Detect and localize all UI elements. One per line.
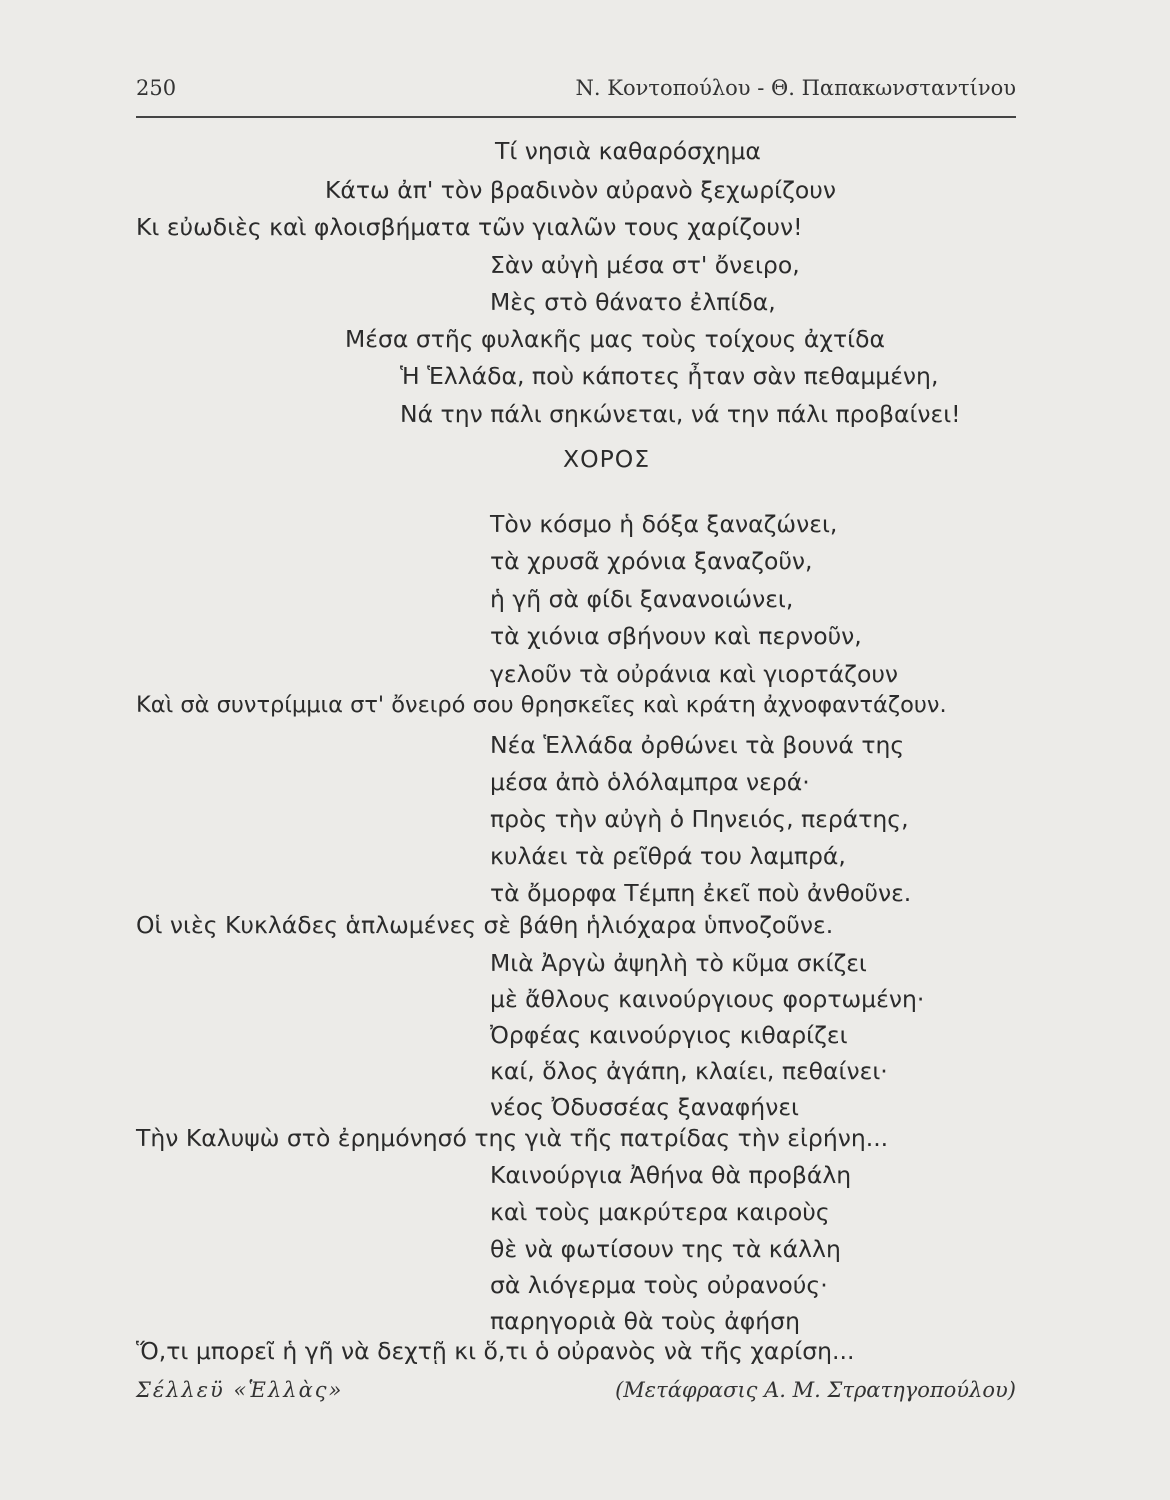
running-head: Ν. Κοντοπούλου - Θ. Παπακωνσταντίνου: [575, 76, 1016, 100]
poem-line: ἡ γῆ σὰ φίδι ξανανοιώνει,: [490, 585, 794, 613]
poem-line: Ὅ,τι μπορεῖ ἡ γῆ νὰ δεχτῇ κι ὅ,τι ὁ οὐρανὸς νὰ τῆς χαρίση...: [136, 1337, 855, 1365]
poem-line: μέσα ἀπὸ ὁλόλαμπρα νερά·: [490, 768, 810, 796]
poem-line: νέος Ὀδυσσέας ξαναφήνει: [490, 1093, 799, 1121]
poem-line: θὲ νὰ φωτίσουν της τὰ κάλλη: [490, 1235, 841, 1263]
poem-line: Ὀρφέας καινούργιος κιθαρίζει: [490, 1021, 848, 1049]
poem-line: γελοῦν τὰ οὐράνια καὶ γιορτάζουν: [490, 660, 899, 688]
poem-line: παρηγοριὰ θὰ τοὺς ἀφήση: [490, 1307, 800, 1335]
poem-line: Καὶ σὰ συντρίμμια στ' ὄνειρό σου θρησκεῖες καὶ κράτη ἀχνοφαντάζουν.: [136, 692, 947, 718]
poem-line: Μὲς στὸ θάνατο ἐλπίδα,: [490, 288, 776, 316]
poem-line: μὲ ἄθλους καινούργιους φορτωμένη·: [490, 985, 925, 1013]
poem-line: Νέα Ἑλλάδα ὀρθώνει τὰ βουνά της: [490, 731, 905, 759]
poem-line: σὰ λιόγερμα τοὺς οὐρανούς·: [490, 1271, 828, 1299]
page-number: 250: [136, 76, 177, 100]
poem-line: τὰ χρυσᾶ χρόνια ξαναζοῦν,: [490, 547, 813, 575]
poem-line: καί, ὅλος ἀγάπη, κλαίει, πεθαίνει·: [490, 1057, 888, 1085]
poem-line: Κάτω ἀπ' τὸν βραδινὸν αὐρανὸ ξεχωρίζουν: [325, 176, 837, 204]
page-header: [136, 76, 1016, 106]
poem-line: Ἡ Ἑλλάδα, ποὺ κάποτες ἦταν σὰν πεθαμμένη,: [400, 362, 939, 390]
poem-line: Μιὰ Ἀργὼ ἀψηλὴ τὸ κῦμα σκίζει: [490, 949, 867, 977]
poem-line: Κι εὐωδιὲς καὶ φλοισβήματα τῶν γιαλῶν τους χαρίζουν!: [136, 213, 803, 241]
poem-line: Τί νησιὰ καθαρόσχημα: [495, 137, 761, 165]
poem-line: τὰ ὄμορφα Τέμπη ἐκεῖ ποὺ ἀνθοῦνε.: [490, 879, 912, 907]
poem-line: πρὸς τὴν αὐγὴ ὁ Πηνειός, περάτης,: [490, 805, 909, 833]
poem-line: Οἱ νιὲς Κυκλάδες ἁπλωμένες σὲ βάθη ἡλιόχαρα ὑπνοζοῦνε.: [136, 911, 834, 939]
chorus-heading: ΧΟΡΟΣ: [563, 445, 651, 473]
poem-translator: (Μετάφρασις Α. Μ. Στρατηγοπούλου): [615, 1378, 1016, 1402]
poem-line: Τὸν κόσμο ἡ δόξα ξαναζώνει,: [490, 510, 838, 538]
poem-line: τὰ χιόνια σβήνουν καὶ περνοῦν,: [490, 622, 862, 650]
header-rule: [136, 116, 1016, 118]
poem-line: Τὴν Καλυψὼ στὸ ἐρημόνησό της γιὰ τῆς πατρίδας τὴν εἰρήνη...: [136, 1124, 889, 1152]
poem-line: Σὰν αὐγὴ μέσα στ' ὄνειρο,: [490, 251, 800, 279]
poem-line: Νά την πάλι σηκώνεται, νά την πάλι προβαίνει!: [400, 400, 961, 428]
poem-line: Καινούργια Ἀθήνα θὰ προβάλη: [490, 1161, 852, 1189]
poem-author: Σέλλεϋ «Ἑλλὰς»: [136, 1378, 344, 1402]
poem-line: κυλάει τὰ ρεῖθρά του λαμπρά,: [490, 842, 846, 870]
poem-line: καὶ τοὺς μακρύτερα καιροὺς: [490, 1198, 830, 1226]
poem-line: Μέσα στῆς φυλακῆς μας τοὺς τοίχους ἀχτίδα: [345, 325, 885, 353]
